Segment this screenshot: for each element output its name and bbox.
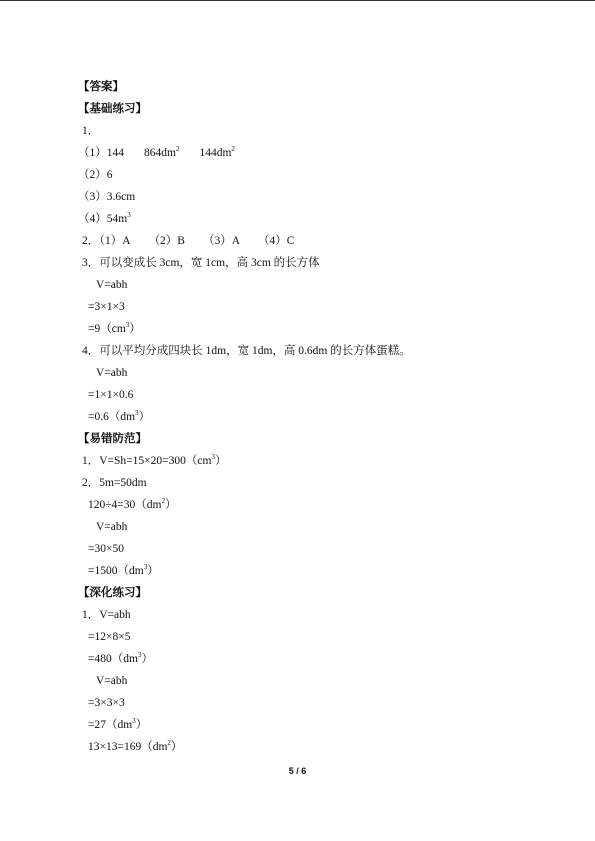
document-body xyxy=(78,76,548,758)
basic-q1-number: 1． xyxy=(82,125,100,137)
basic-q1-part2: （2）6 xyxy=(78,169,113,181)
basic-q4-text: 4．可以平均分成四块长 1dm，宽 1dm，高 0.6dm 的长方体蛋糕。 xyxy=(82,345,411,357)
error-q2-area: $120\div 4=30(dm^2)$ xyxy=(88,497,177,511)
deep-q1-step2: =3×3×3 xyxy=(88,697,125,709)
basic-q1-part3: （3）3.6cm xyxy=(78,191,136,203)
basic-q3-step: =3×1×3 xyxy=(88,301,125,313)
basic-q4-step: =1×1×0.6 xyxy=(88,389,134,401)
deep-q1-result2: $=27(dm^3)$ xyxy=(88,717,148,731)
basic-q3-formula: V=abh xyxy=(96,279,128,291)
part1-answer-c: $144dm^2$ xyxy=(199,145,235,159)
heading-error-prevention: 【易错防范】 xyxy=(78,433,147,445)
basic-q3-result: $=9(cm^3)$ xyxy=(88,321,141,335)
error-q2-result: $=1500(dm^3)$ xyxy=(88,563,159,577)
basic-q3-text: 3．可以变成长 3cm，宽 1cm，高 3cm 的长方体 xyxy=(82,257,320,269)
basic-q4-result: $=0.6(dm^3)$ xyxy=(88,409,151,423)
basic-q1-part4: $(4)54m^3$ xyxy=(78,211,131,225)
basic-q4-formula: V=abh xyxy=(96,367,128,379)
part1-label: （1） xyxy=(78,147,107,159)
deep-q1-text: 1．V=abh xyxy=(82,609,131,621)
error-q2-step: =30×50 xyxy=(88,543,124,555)
deep-q1-formula2: V=abh xyxy=(96,675,128,687)
basic-q2: 2．（1）A （2）B （3）A （4）C xyxy=(82,235,295,247)
deep-q1-step1: =12×8×5 xyxy=(88,631,131,643)
heading-answer: 【答案】 xyxy=(78,81,124,93)
top-rule xyxy=(0,0,595,1)
page-number: 5 / 6 xyxy=(288,766,307,776)
error-q1: 1．$V=Sh=15\times 20=300(cm^3)$ xyxy=(82,453,227,467)
heading-basic-practice: 【基础练习】 xyxy=(78,103,147,115)
part1-answer-b: $864dm^2$ xyxy=(144,145,180,159)
deep-q1-result1: $=480(dm^3)$ xyxy=(88,651,153,665)
deep-q1-area: $13\times 13=169(dm^2)$ xyxy=(88,739,183,753)
basic-q1-part1 xyxy=(78,142,548,164)
heading-deep-practice: 【深化练习】 xyxy=(78,587,147,599)
error-q2-text: 2．5m=50dm xyxy=(82,477,147,489)
part1-answer-a: 144 xyxy=(106,147,124,159)
error-q2-formula: V=abh xyxy=(96,521,128,533)
